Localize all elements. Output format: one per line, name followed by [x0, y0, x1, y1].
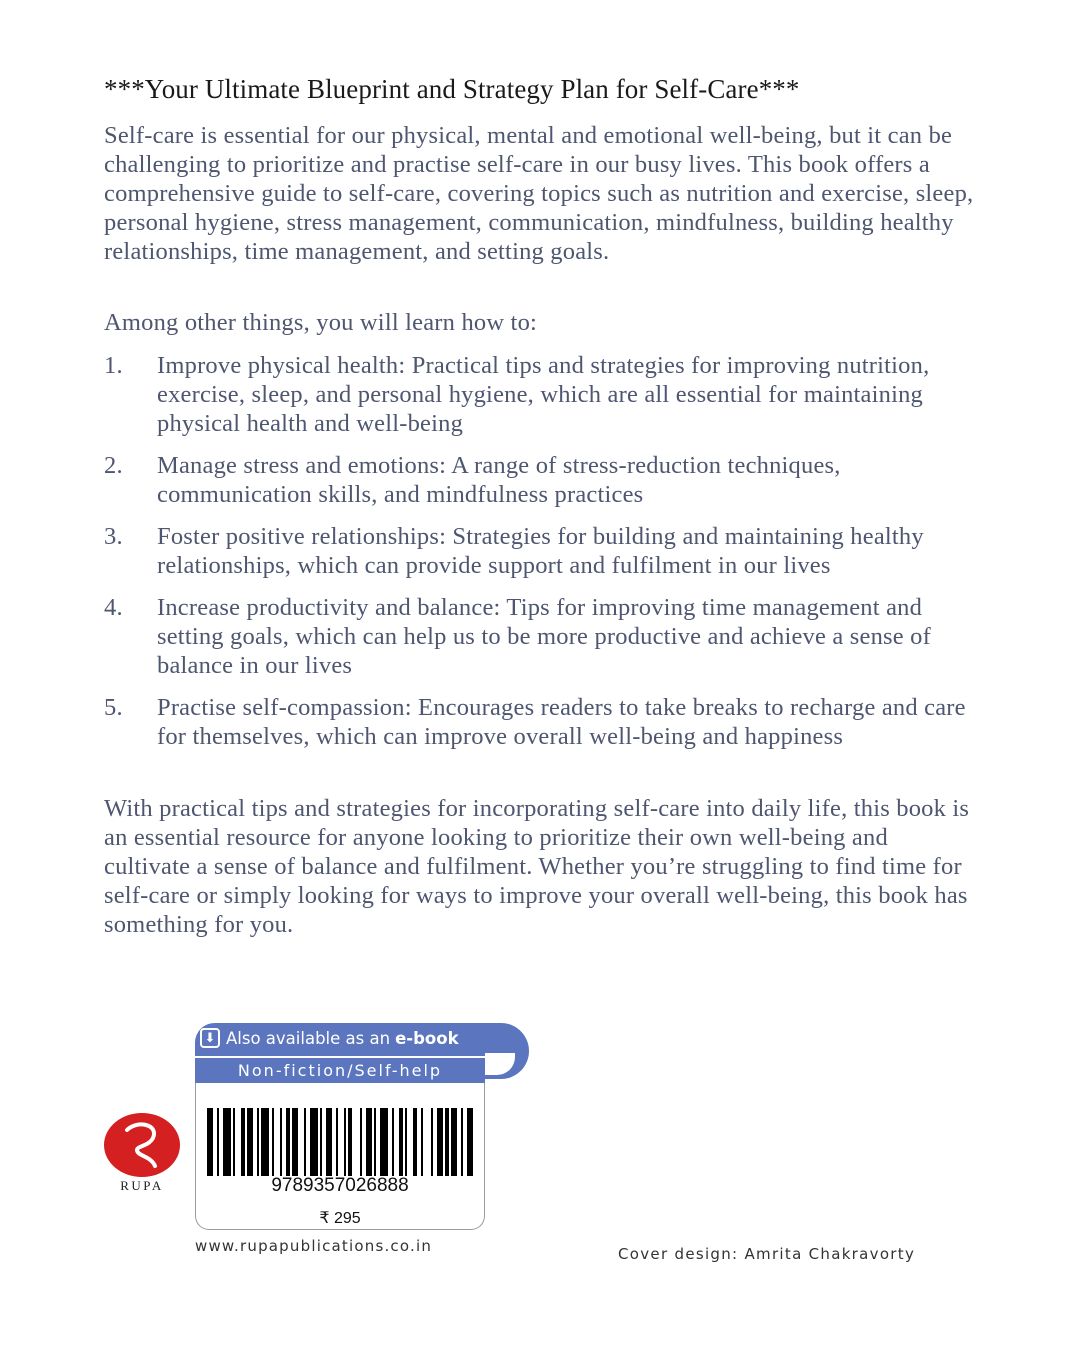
ebook-bold: e-book — [395, 1028, 459, 1048]
publisher-logo-text: RUPA — [120, 1178, 164, 1193]
list-number: 4. — [104, 594, 123, 621]
closing-paragraph: With practical tips and strategies for incorporating self-care into daily life, this book is an essential resource for anyone looking to prioritize their own well-being and cultivate a sense of balance and fulfilment. Whether you’re struggling to find time for self-care or simply looking for ways to improve your overall well-being, this book has something for you. — [104, 795, 970, 938]
list-text: Foster positive relationships: Strategies for building and maintaining healthy relationships, which can provide support and fulfilment in our lives — [157, 523, 924, 579]
isbn-number: 9789357026888 — [271, 1175, 409, 1196]
publisher-website[interactable]: www.rupapublications.co.in — [195, 1237, 433, 1255]
rupa-logo-icon — [103, 1112, 181, 1178]
list-text: Improve physical health: Practical tips and strategies for improving nutrition, exercise, sleep, and personal hygiene, which are all essential for maintaining physical health and well-being — [157, 352, 930, 437]
ebook-label — [200, 1024, 459, 1052]
list-number: 1. — [104, 352, 123, 379]
download-icon: ⬇ — [200, 1028, 220, 1048]
list-intro: Among other things, you will learn how to: — [104, 309, 538, 336]
isbn-barcode — [207, 1108, 473, 1176]
list-number: 2. — [104, 452, 123, 479]
intro-paragraph: Self-care is essential for our physical, mental and emotional well-being, but it can be challenging to prioritize and practise self-care in our busy lives. This book offers a comprehensive guide to self-care, covering topics such as nutrition and exercise, sleep, personal hygiene, stress management, communication, mindfulness, building healthy relationships, time management, and setting goals. — [104, 122, 974, 265]
list-text: Manage stress and emotions: A range of stress-reduction techniques, communication skills, and mindfulness practices — [157, 452, 841, 508]
learning-list — [104, 351, 984, 764]
blurb-title: ***Your Ultimate Blueprint and Strategy Plan for Self-Care*** — [104, 74, 800, 104]
ebook-prefix: Also available as an — [226, 1028, 391, 1048]
list-number: 5. — [104, 694, 123, 721]
list-item — [104, 451, 984, 509]
list-text: Increase productivity and balance: Tips for improving time management and setting goals, which can help us to be more productive and achieve a sense of balance in our lives — [157, 594, 931, 679]
list-item — [104, 593, 984, 680]
list-item — [104, 351, 984, 438]
genre-label: Non-fiction/Self-help — [195, 1056, 485, 1083]
list-number: 3. — [104, 523, 123, 550]
list-item — [104, 522, 984, 580]
cover-credit: Cover design: Amrita Chakravorty — [618, 1245, 916, 1263]
price: ₹ 295 — [319, 1210, 361, 1227]
list-item — [104, 693, 984, 751]
list-text: Practise self-compassion: Encourages readers to take breaks to recharge and care for themselves, which can improve overall well-being and happiness — [157, 694, 966, 750]
